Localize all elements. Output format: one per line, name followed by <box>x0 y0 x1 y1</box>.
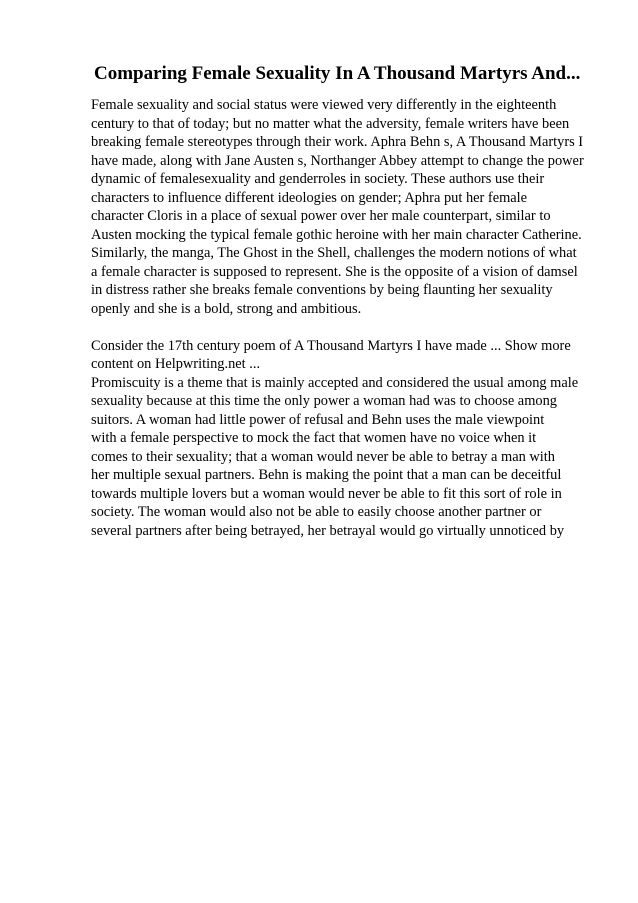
text-line: character Cloris in a place of sexual power over her male counterpart, similar to <box>91 208 551 224</box>
text-line: Promiscuity is a theme that is mainly accepted and considered the usual among male <box>91 374 579 391</box>
text-line: Austen mocking the typical female gothic heroine with her main character Catherine. <box>91 226 582 243</box>
text-line: Female sexuality and social status were viewed very differently in the eighteenth <box>91 97 557 113</box>
text-line: openly and she is a bold, strong and ambitious. <box>91 300 362 317</box>
text-line: comes to their sexuality; that a woman would never be able to betray a man with <box>91 448 555 465</box>
paragraph-2 <box>91 337 611 541</box>
text-line: century to that of today; but no matter what the adversity, female writers have been <box>91 115 570 132</box>
text-line: Consider the 17th century poem of A Thousand Martyrs I have made ... Show more <box>91 337 571 354</box>
text-line: society. The woman would also not be able to easily choose another partner or <box>91 504 542 520</box>
text-line: have made, along with Jane Austen s, Northanger Abbey attempt to change the power <box>91 152 584 169</box>
text-line: in distress rather she breaks female conventions by being flaunting her sexuality <box>91 282 553 298</box>
text-line: dynamic of femalesexuality and genderroles in society. These authors use their <box>91 171 545 187</box>
document-title: Comparing Female Sexuality In A Thousand Martyrs And... <box>94 63 581 84</box>
document-body <box>91 96 611 540</box>
text-line: her multiple sexual partners. Behn is making the point that a man can be deceitful <box>91 467 562 483</box>
text-line: several partners after being betrayed, her betrayal would go virtually unnoticed by <box>91 522 565 539</box>
text-line: suitors. A woman had little power of refusal and Behn uses the male viewpoint <box>91 411 545 428</box>
paragraph-1 <box>91 96 611 318</box>
text-line: a female character is supposed to represent. She is the opposite of a vision of damsel <box>91 263 578 280</box>
text-line: sexuality because at this time the only power a woman had was to choose among <box>91 393 557 409</box>
text-line: Similarly, the manga, The Ghost in the Shell, challenges the modern notions of what <box>91 245 577 261</box>
text-line: breaking female stereotypes through their work. Aphra Behn s, A Thousand Martyrs I <box>91 134 584 150</box>
paragraph-gap <box>91 318 611 337</box>
text-line: characters to influence different ideologies on gender; Aphra put her female <box>91 189 528 206</box>
text-line: content on Helpwriting.net ... <box>91 356 261 372</box>
text-line: towards multiple lovers but a woman would never be able to fit this sort of role in <box>91 485 562 502</box>
text-line: with a female perspective to mock the fact that women have no voice when it <box>91 430 537 446</box>
